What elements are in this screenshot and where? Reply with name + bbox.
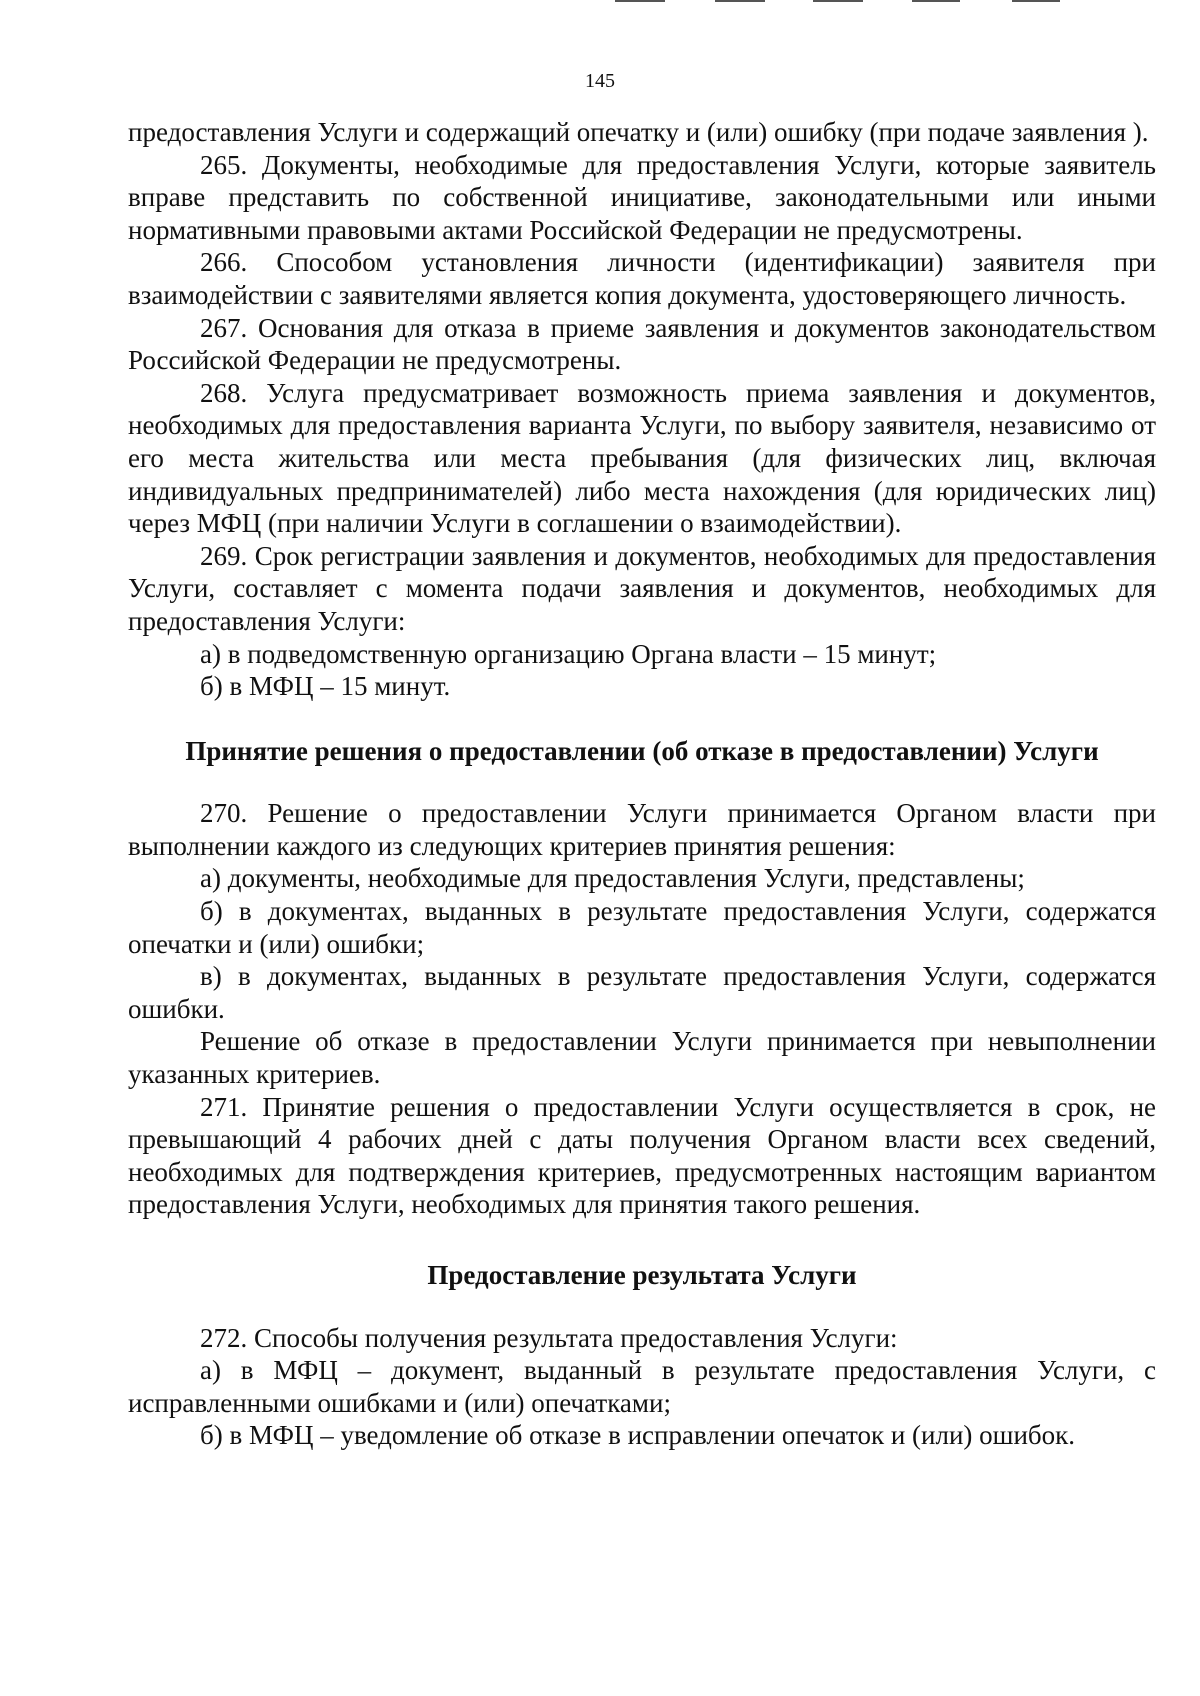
- paragraph-265: 265. Документы, необходимые для предоставления Услуги, которые заявитель вправе представить по собственной инициативе, законодательными или иными нормативными правовыми актами Российской Федерации не предусмотрены.: [128, 149, 1156, 245]
- list-item-272-b: б) в МФЦ – уведомление об отказе в исправлении опечаток и (или) ошибок.: [200, 1420, 1075, 1451]
- paragraph-266: 266. Способом установления личности (идентификации) заявителя при взаимодействии с заявителями является копия документа, удостоверяющего личность.: [128, 247, 1156, 310]
- list-item-272-a: а) в МФЦ – документ, выданный в результате предоставления Услуги, с исправленными ошибками и (или) опечатками;: [128, 1355, 1156, 1418]
- paragraph-refusal: Решение об отказе в предоставлении Услуги принимается при невыполнении указанных критериев.: [128, 1026, 1156, 1090]
- section-heading-decision: Принятие решения о предоставлении (об отказе в предоставлении) Услуги: [185, 735, 1099, 766]
- list-item-270-b: б) в документах, выданных в результате предоставления Услуги, содержатся опечатки и (или) ошибки;: [128, 896, 1156, 959]
- list-item-270-a: а) документы, необходимые для предоставления Услуги, представлены;: [200, 863, 1025, 894]
- scan-rule: [912, 0, 960, 2]
- list-item-270-c: в) в документах, выданных в результате предоставления Услуги, содержатся ошибки.: [128, 961, 1156, 1024]
- scan-rule: [615, 0, 665, 2]
- section-heading-result: Предоставление результата Услуги: [427, 1260, 857, 1290]
- paragraph-270: 270. Решение о предоставлении Услуги принимается Органом власти при выполнении каждого из следующих критериев принятия решения:: [128, 798, 1156, 861]
- paragraph-267: 267. Основания для отказа в приеме заявления и документов законодательством Российской Федерации не предусмотрены.: [128, 312, 1156, 376]
- paragraph-269: 269. Срок регистрации заявления и документов, необходимых для предоставления Услуги, составляет с момента подачи заявления и документов, необходимых для предоставления Услуги:: [128, 540, 1156, 636]
- page-number: 145: [585, 70, 615, 92]
- list-item-269-b: б) в МФЦ – 15 минут.: [200, 671, 451, 702]
- document-body: [128, 116, 1156, 1452]
- paragraph-continuation: предоставления Услуги и содержащий опечатку и (или) ошибку (при подаче заявления ).: [128, 117, 1149, 147]
- scan-rule: [715, 0, 765, 2]
- paragraph-268: 268. Услуга предусматривает возможность приема заявления и документов, необходимых для предоставления варианта Услуги, по выбору заявителя, независимо от его места жительства или места пребывания (для физических лиц, включая индивидуальных предпринимателей) либо места нахождения (для юридических лиц) через МФЦ (при наличии Услуги в соглашении о взаимодействии).: [128, 377, 1156, 539]
- scan-rule: [813, 0, 863, 2]
- paragraph-271: 271. Принятие решения о предоставлении Услуги осуществляется в срок, не превышающий 4 рабочих дней с даты получения Органом власти всех сведений, необходимых для подтверждения критериев, предусмотренных настоящим вариантом предоставления Услуги, необходимых для принятия такого решения.: [128, 1091, 1156, 1220]
- list-item-269-a: а) в подведомственную организацию Органа власти – 15 минут;: [200, 638, 937, 669]
- scan-rule: [1012, 0, 1060, 2]
- paragraph-272: 272. Способы получения результата предоставления Услуги:: [200, 1322, 898, 1353]
